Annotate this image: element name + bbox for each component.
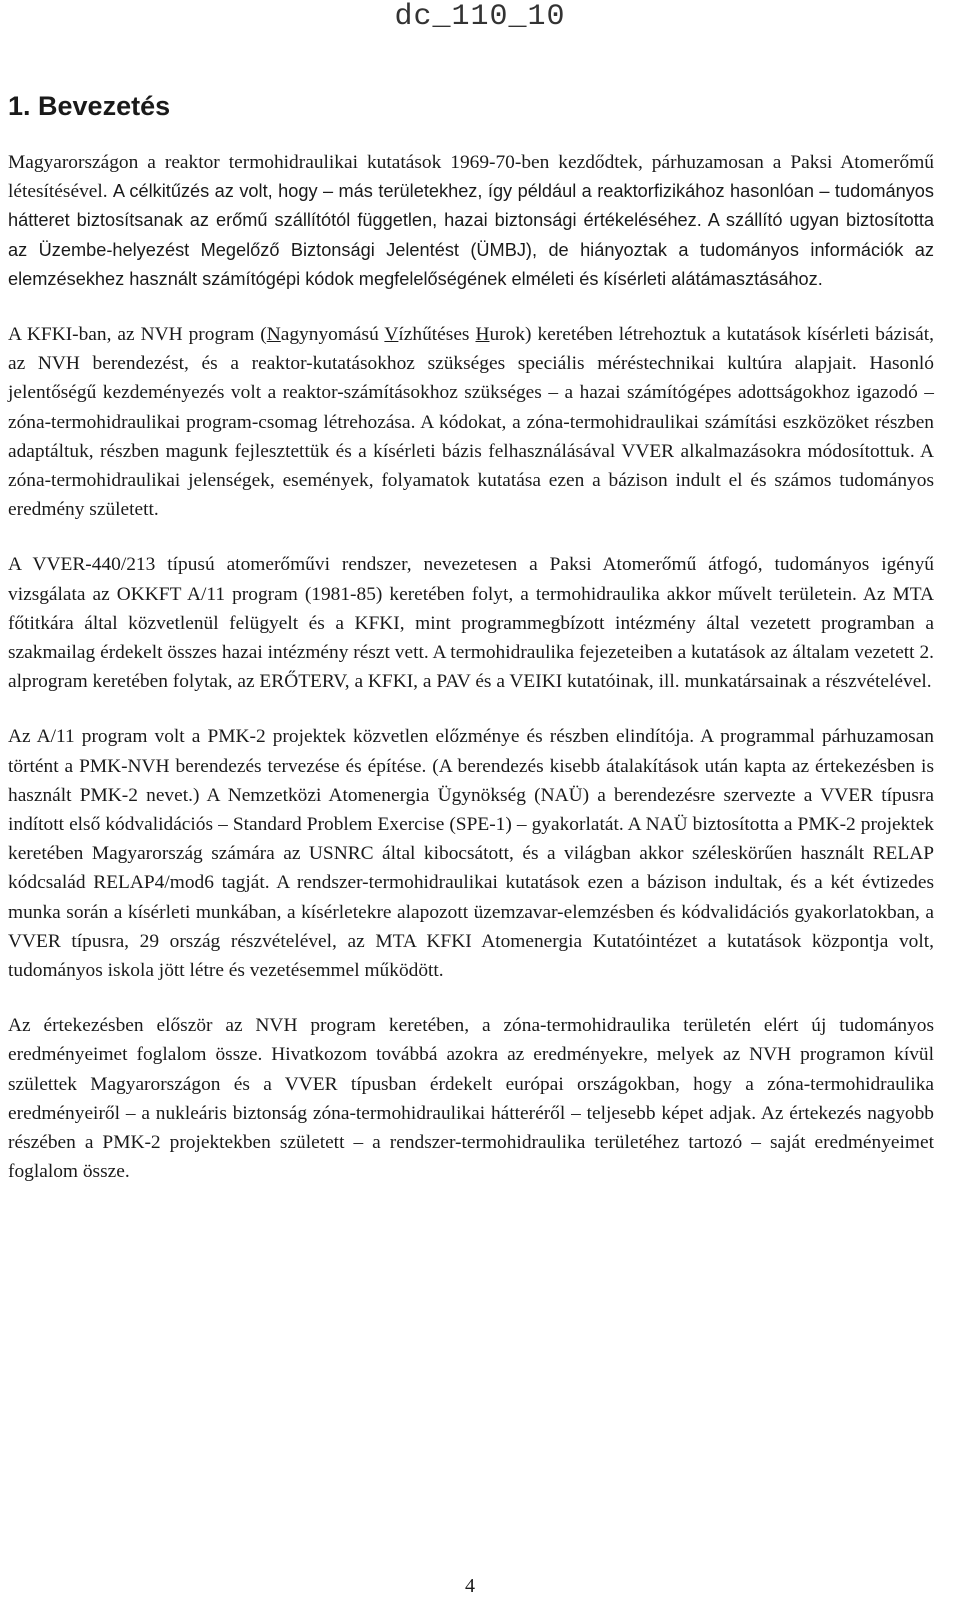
paragraph-1 — [8, 148, 934, 294]
paragraph-2 — [8, 320, 934, 524]
paragraph-5: Az értekezésben először az NVH program keretében, a zóna-termohidraulika területén elért új tudományos eredményeimet foglalom össze. Hivatkozom továbbá azokra az eredményekre, melyek az NVH programon kívül születtek Magyarországon és a VVER típusban érdekelt európai országokban, hogy a zóna-termohidraulika eredményeiről – a nukleáris biztonság zóna-termohidraulikai hátteréről – teljesebb képet adjak. Az értekezés nagyobb részében a PMK-2 projektekben született – a rendszer-termohidraulika területéhez tartozó – saját eredményeimet foglalom össze. — [8, 1015, 934, 1183]
paragraph-2-text-d: urok) keretében létrehoztuk a kutatások kísérleti bázisát, az NVH berendezést, és a reaktor-kutatásokhoz szükséges speciális méréstechnikai kultúra alapjait. Hasonló jelentőségű kezdeményezés volt a reaktor-számításokhoz szükséges – a hazai számítógépes adottságokhoz igazodó – zóna-termohidraulikai program-csomag létrehozása. A kódokat, a zóna-termohidraulikai számítási eszközöket részben adaptáltuk, részben magunk fejlesztettük és a kísérleti bázis felhasználásával VVER alkalmazásokra módosítottuk. A zóna-termohidraulikai jelenségek, események, folyamatok kutatása ezen a bázison indult el és számos tudományos eredmény született. — [8, 324, 934, 521]
section-heading: 1. Bevezetés — [8, 91, 171, 121]
document-id-header: dc_110_10 — [394, 0, 566, 34]
paragraph-2-text-b: agynyomású — [280, 324, 385, 346]
document-body — [8, 148, 934, 1213]
paragraph-1-sans-text: A célkitűzés az volt, hogy – más területekhez, így például a reaktorfizikához hasonlóan – tudományos hátteret biztosítsanak az erőmű szállítótól független, hazai biztonsági értékeléséhez. A szállító ugyan biztosította az Üzembe-helyezést Megelőző Biztonsági Jelentést (ÜMBJ), de hiányoztak a tudományos információk az elemzésekhez használt számítógépi kódok megfelelőségének elméleti és kísérleti alátámasztásához. — [8, 181, 935, 289]
paragraph-3: A VVER-440/213 típusú atomerőművi rendszer, nevezetesen a Paksi Atomerőmű átfogó, tudományos igényű vizsgálata az OKKFT A/11 program (1981-85) keretében folyt, a termohidraulika akkor művelt területein. Az MTA főtitkára által közvetlenül felügyelt és a KFKI, mint programmegbízott intézmény által vezetett programban a szakmailag érdekelt összes hazai intézmény részt vett. A termohidraulika fejezeteiben a kutatások az általam vezetett 2. alprogram keretében folytak, az ERŐTERV, a KFKI, a PAV és a VEIKI kutatóinak, ill. munkatársainak a részvételével. — [8, 554, 934, 693]
paragraph-4: Az A/11 program volt a PMK-2 projektek közvetlen előzménye és részben elindítója. A programmal párhuzamosan történt a PMK-NVH berendezés tervezése és építése. (A berendezés kisebb átalakítások után kapta az értekezésben is használt PMK-2 nevet.) A Nemzetközi Atomenergia Ügynökség (NAÜ) a berendezésre szervezte a VVER típusra indított első kódvalidációs – Standard Problem Exercise (SPE-1) – gyakorlatát. A NAÜ biztosította a PMK-2 projektek keretében Magyarország számára az USNRC által kibocsátott, és a világban akkor széleskörűen használt RELAP kódcsalád RELAP4/mod6 tagját. A rendszer-termohidraulikai kutatások ezen a bázison indultak, és a két évtizedes munka során a kísérleti munkában, a kísérletekre alapozott üzemzavar-elemzésben és kódvalidációs gyakorlatokban, a VVER típusra, 29 ország részvételével, az MTA KFKI Atomenergia Kutatóintézet a kutatások központja volt, tudományos iskola jött létre és vezetésemmel működött. — [8, 726, 934, 982]
page-number: 4 — [465, 1575, 475, 1597]
paragraph-1-intro: Magyarországon a reaktor termohidraulikai kutatások 1969-70-ben kezdődtek, párhuzamosan a Paksi Atomerőmű létesítésével. — [8, 152, 934, 203]
underlined-letter-h: H — [475, 324, 490, 346]
underlined-letter-n: N — [266, 324, 281, 346]
paragraph-2-text-c: ízhűtéses — [398, 324, 476, 346]
paragraph-2-text-a: A KFKI-ban, az NVH program ( — [8, 324, 267, 346]
underlined-letter-v: V — [384, 324, 399, 346]
